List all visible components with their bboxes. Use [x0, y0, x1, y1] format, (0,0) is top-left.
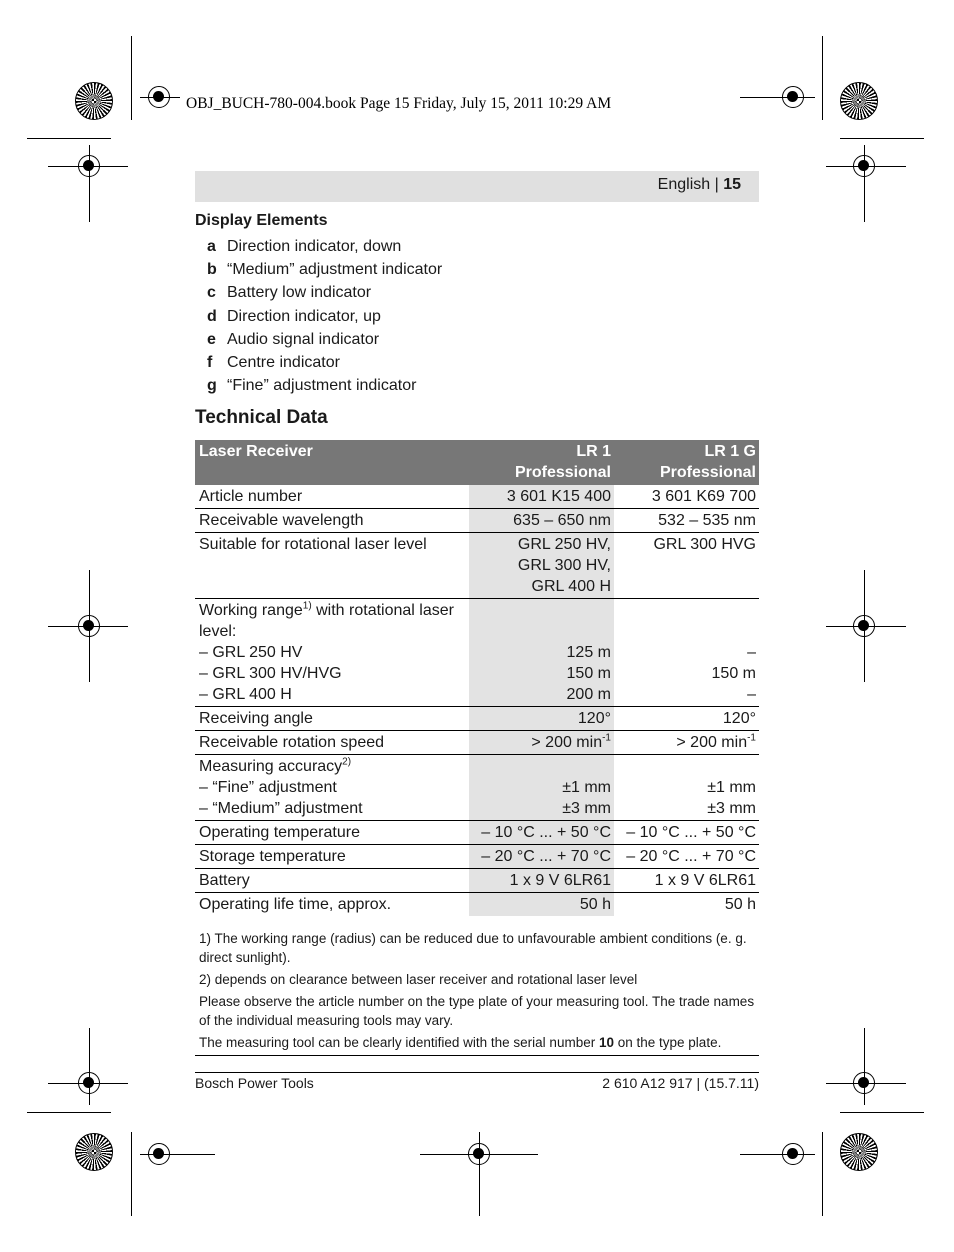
- lr1g-value: 1 x 9 V 6LR61: [614, 869, 759, 893]
- table-row: [195, 821, 759, 845]
- item-key: a: [207, 238, 216, 255]
- item-key: e: [207, 330, 216, 348]
- header-lr1g: LR 1 G Professional: [614, 440, 759, 485]
- lr1-value: GRL 250 HV, GRL 300 HV, GRL 400 H: [469, 533, 614, 599]
- header-lr1: LR 1 Professional: [469, 440, 614, 485]
- lr1-value: ±1 mm ±3 mm: [469, 755, 614, 821]
- footer-brand: Bosch Power Tools: [195, 1075, 314, 1091]
- row-label: Battery: [195, 869, 469, 893]
- table-row: [195, 485, 759, 509]
- lr1-value: 120°: [469, 707, 614, 731]
- table-notes: [199, 929, 759, 1055]
- row-label: Measuring accuracy$^{2)}$ – “Fine” adjustment – “Medium” adjustment: [195, 755, 469, 821]
- registration-mark-icon: [78, 1072, 100, 1094]
- item-key: d: [207, 307, 217, 325]
- article-number-note: Please observe the article number on the type plate of your measuring tool. The trade names of the individual measuring tools may vary.: [199, 994, 755, 1028]
- item-label: Direction indicator, up: [227, 307, 381, 325]
- row-label: Operating life time, approx.: [199, 896, 392, 913]
- table-row: [195, 707, 759, 731]
- registration-mark-icon: [78, 615, 100, 637]
- lr1-value: > 200 $\min^{-1}$: [469, 731, 614, 755]
- list-item: [207, 305, 442, 328]
- lr1g-value: – 20 °C ... + 70 °C: [614, 845, 759, 869]
- table-row: [195, 755, 759, 821]
- item-key: f: [207, 354, 213, 372]
- display-elements-title: Display Elements: [195, 212, 328, 229]
- lr1-value: 50 h: [469, 893, 614, 917]
- table-row: [195, 869, 759, 893]
- technical-data-title: Technical Data: [195, 407, 328, 428]
- lr1g-value: > 200 $\min^{-1}$: [614, 731, 759, 755]
- registration-mark-icon: [782, 1143, 804, 1165]
- item-key: c: [207, 284, 216, 302]
- star-target-icon: [840, 1133, 878, 1171]
- lr1g-value: GRL 300 HVG: [614, 533, 759, 599]
- print-header: OBJ_BUCH-780-004.book Page 15 Friday, July 15, 2011 10:29 AM: [186, 95, 612, 112]
- lr1g-value: – 10 °C ... + 50 °C: [614, 821, 759, 845]
- page-header: [658, 176, 741, 194]
- registration-mark-icon: [78, 155, 100, 177]
- list-item: [207, 235, 442, 258]
- display-elements-list: [207, 235, 442, 397]
- table-header-row: [195, 440, 759, 485]
- lr1g-value: 50 h: [724, 896, 756, 913]
- footer-divider: [195, 1072, 759, 1073]
- lr1g-value: 532 – 535 nm: [614, 509, 759, 533]
- row-label: Suitable for rotational laser level: [195, 533, 469, 599]
- lr1-value: 3 601 K15 400: [469, 485, 614, 509]
- item-key: g: [207, 377, 217, 395]
- header-separator: |: [710, 176, 724, 193]
- lr1g-value: – 150 m –: [614, 599, 759, 707]
- item-label: Centre indicator: [227, 354, 340, 372]
- item-key: b: [207, 261, 217, 279]
- table-row: [195, 599, 759, 707]
- row-label: Receivable rotation speed: [195, 731, 469, 755]
- row-label: Article number: [195, 485, 469, 509]
- registration-mark-icon: [853, 155, 875, 177]
- row-label: Operating temperature: [195, 821, 469, 845]
- registration-mark-icon: [853, 1072, 875, 1094]
- star-target-icon: [75, 1133, 113, 1171]
- table-row: [195, 509, 759, 533]
- registration-mark-icon: [782, 86, 804, 108]
- list-item: [207, 351, 442, 374]
- footnote-1: 1) The working range (radius) can be reduced due to unfavourable ambient conditions (e. g. direct sunlight).: [199, 931, 747, 965]
- row-label: Working range$^{1)}$ with rotational laser level: – GRL 250 HV – GRL 300 HV/HVG – GRL 400 H: [195, 599, 469, 707]
- lr1g-value: 120°: [614, 707, 759, 731]
- table-row: [195, 893, 759, 917]
- lr1-value: – 10 °C ... + 50 °C: [469, 821, 614, 845]
- registration-mark-icon: [853, 615, 875, 637]
- page-header-band: [195, 171, 759, 202]
- lr1-value: – 20 °C ... + 70 °C: [469, 845, 614, 869]
- registration-mark-icon: [148, 86, 170, 108]
- item-label: Direction indicator, down: [227, 238, 402, 255]
- item-label: Audio signal indicator: [227, 330, 380, 348]
- footer-doc-number: 2 610 A12 917 | (15.7.11): [602, 1075, 759, 1091]
- item-label: “Fine” adjustment indicator: [227, 377, 417, 395]
- lr1-value: 1 x 9 V 6LR61: [469, 869, 614, 893]
- table-row: [195, 845, 759, 869]
- notes-divider: [195, 1055, 759, 1056]
- lr1g-value: ±1 mm ±3 mm: [614, 755, 759, 821]
- item-label: Battery low indicator: [227, 284, 372, 302]
- technical-data-table: [195, 440, 759, 916]
- registration-mark-icon: [148, 1143, 170, 1165]
- star-target-icon: [75, 82, 113, 120]
- star-target-icon: [840, 82, 878, 120]
- table-row: [195, 533, 759, 599]
- item-label: “Medium” adjustment indicator: [227, 261, 443, 279]
- list-item: [207, 281, 442, 304]
- row-label: Storage temperature: [195, 845, 469, 869]
- serial-number-note: The measuring tool can be clearly identified with the serial number 10 on the type plate.: [199, 1035, 722, 1050]
- lr1-value: 635 – 650 nm: [469, 509, 614, 533]
- page-number: 15: [723, 176, 741, 193]
- list-item: [207, 374, 442, 397]
- footnote-2: 2) depends on clearance between laser receiver and rotational laser level: [199, 972, 638, 987]
- registration-mark-icon: [468, 1143, 490, 1165]
- list-item: [207, 328, 442, 351]
- lr1-value: 125 m 150 m 200 m: [469, 599, 614, 707]
- row-label: Receiving angle: [195, 707, 469, 731]
- lr1g-value: 3 601 K69 700: [614, 485, 759, 509]
- row-label: Receivable wavelength: [195, 509, 469, 533]
- language-label: English: [657, 176, 711, 193]
- table-row: [195, 731, 759, 755]
- list-item: [207, 258, 442, 281]
- header-laser-receiver: Laser Receiver: [195, 440, 469, 485]
